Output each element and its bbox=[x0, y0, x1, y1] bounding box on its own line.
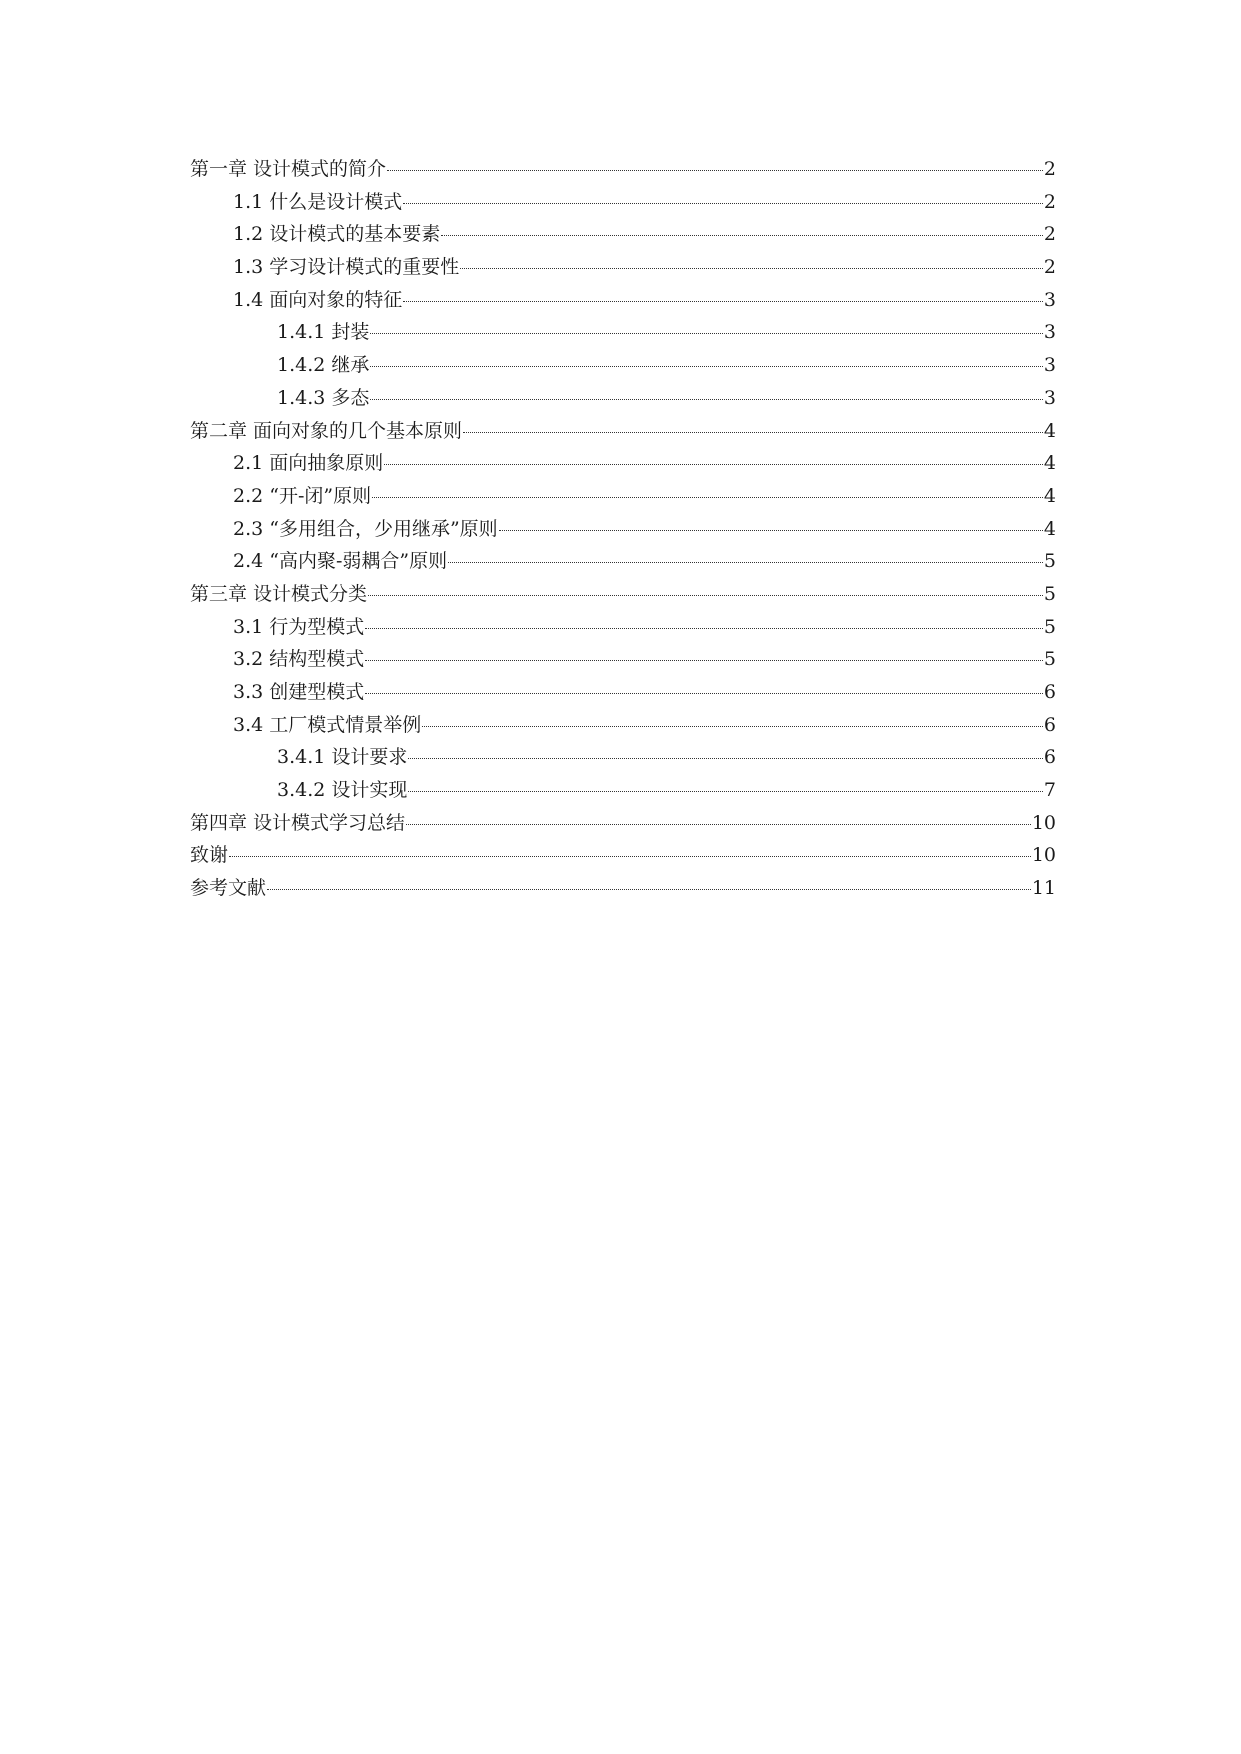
toc-dot-leader bbox=[448, 560, 1043, 563]
toc-entry-title: 1.4.3 多态 bbox=[277, 386, 370, 409]
toc-dot-leader bbox=[370, 397, 1043, 400]
toc-entry-title: 第一章 设计模式的简介 bbox=[190, 158, 387, 180]
toc-dot-leader bbox=[408, 756, 1043, 759]
table-of-contents bbox=[190, 153, 1056, 905]
toc-entry-title: 1.4 面向对象的特征 bbox=[233, 288, 403, 311]
toc-entry-page-number: 3 bbox=[1043, 288, 1056, 311]
toc-entry-page-number: 2 bbox=[1043, 223, 1056, 246]
toc-entry-page-number: 2 bbox=[1043, 158, 1056, 180]
toc-entry-page-number: 6 bbox=[1043, 713, 1056, 736]
toc-entry-page-number: 2 bbox=[1043, 190, 1056, 213]
toc-entry-page-number: 11 bbox=[1031, 877, 1056, 900]
toc-entry[interactable] bbox=[190, 186, 1056, 219]
toc-entry-page-number: 2 bbox=[1043, 256, 1056, 279]
toc-entry-title: 3.2 结构型模式 bbox=[233, 648, 365, 671]
toc-entry-page-number: 10 bbox=[1031, 844, 1056, 867]
toc-dot-leader bbox=[403, 299, 1043, 302]
toc-entry[interactable] bbox=[190, 676, 1056, 709]
toc-entry-page-number: 5 bbox=[1043, 582, 1056, 605]
toc-entry[interactable] bbox=[190, 545, 1056, 578]
toc-entry[interactable] bbox=[190, 218, 1056, 251]
toc-entry[interactable] bbox=[190, 611, 1056, 644]
toc-entry-page-number: 4 bbox=[1043, 484, 1056, 507]
toc-dot-leader bbox=[463, 430, 1043, 433]
toc-entry[interactable] bbox=[190, 839, 1056, 872]
toc-dot-leader bbox=[384, 462, 1043, 465]
toc-entry-page-number: 4 bbox=[1043, 517, 1056, 540]
toc-entry-title: 3.4 工厂模式情景举例 bbox=[233, 713, 422, 736]
toc-dot-leader bbox=[406, 822, 1031, 825]
toc-entry-title: 1.1 什么是设计模式 bbox=[233, 190, 403, 213]
toc-entry-title: 第二章 面向对象的几个基本原则 bbox=[190, 419, 463, 442]
toc-dot-leader bbox=[408, 789, 1043, 792]
toc-dot-leader bbox=[370, 364, 1043, 367]
toc-dot-leader bbox=[403, 201, 1043, 204]
toc-entry-page-number: 3 bbox=[1043, 321, 1056, 344]
toc-entry-title: 2.2 “开-闭”原则 bbox=[233, 484, 372, 507]
toc-entry-title: 参考文献 bbox=[190, 877, 267, 900]
toc-entry-title: 3.4.2 设计实现 bbox=[277, 779, 408, 802]
toc-entry-title: 3.3 创建型模式 bbox=[233, 681, 365, 703]
toc-entry[interactable] bbox=[190, 251, 1056, 284]
toc-entry-title: 3.1 行为型模式 bbox=[233, 615, 365, 638]
toc-entry[interactable] bbox=[190, 872, 1056, 905]
toc-entry-title: 1.4.1 封装 bbox=[277, 321, 370, 344]
toc-dot-leader bbox=[387, 168, 1043, 171]
toc-entry[interactable] bbox=[190, 349, 1056, 382]
toc-entry-title: 1.4.2 继承 bbox=[277, 354, 370, 377]
toc-entry[interactable] bbox=[190, 480, 1056, 513]
toc-dot-leader bbox=[441, 233, 1043, 236]
toc-entry-page-number: 5 bbox=[1043, 615, 1056, 638]
toc-entry[interactable] bbox=[190, 513, 1056, 546]
toc-entry[interactable] bbox=[190, 415, 1056, 448]
toc-dot-leader bbox=[365, 626, 1043, 629]
toc-entry[interactable] bbox=[190, 153, 1056, 186]
toc-entry-page-number: 4 bbox=[1043, 452, 1056, 475]
toc-entry[interactable] bbox=[190, 578, 1056, 611]
toc-entry-title: 2.3 “多用组合，少用继承”原则 bbox=[233, 517, 498, 540]
toc-dot-leader bbox=[499, 528, 1043, 531]
toc-dot-leader bbox=[267, 887, 1031, 890]
toc-entry-title: 第四章 设计模式学习总结 bbox=[190, 811, 406, 834]
toc-entry-title: 3.4.1 设计要求 bbox=[277, 746, 408, 769]
toc-entry-page-number: 4 bbox=[1043, 419, 1056, 442]
toc-entry[interactable] bbox=[190, 447, 1056, 480]
toc-entry[interactable] bbox=[190, 382, 1056, 415]
toc-entry-page-number: 6 bbox=[1043, 681, 1056, 703]
toc-entry-title: 2.4 “高内聚-弱耦合”原则 bbox=[233, 550, 448, 573]
toc-dot-leader bbox=[368, 593, 1043, 596]
toc-entry-page-number: 10 bbox=[1031, 811, 1056, 834]
toc-dot-leader bbox=[365, 658, 1043, 661]
toc-entry[interactable] bbox=[190, 316, 1056, 349]
toc-entry-title: 致谢 bbox=[190, 844, 229, 867]
toc-entry-title: 2.1 面向抽象原则 bbox=[233, 452, 384, 475]
toc-entry-page-number: 7 bbox=[1043, 779, 1056, 802]
toc-dot-leader bbox=[229, 854, 1031, 857]
toc-dot-leader bbox=[370, 331, 1043, 334]
toc-entry-page-number: 3 bbox=[1043, 354, 1056, 377]
toc-entry-page-number: 5 bbox=[1043, 550, 1056, 573]
toc-dot-leader bbox=[460, 266, 1043, 269]
toc-entry[interactable] bbox=[190, 284, 1056, 317]
toc-entry-page-number: 5 bbox=[1043, 648, 1056, 671]
toc-entry-page-number: 6 bbox=[1043, 746, 1056, 769]
toc-entry[interactable] bbox=[190, 807, 1056, 840]
toc-entry-title: 1.3 学习设计模式的重要性 bbox=[233, 256, 460, 279]
toc-dot-leader bbox=[365, 691, 1043, 694]
toc-entry-page-number: 3 bbox=[1043, 386, 1056, 409]
toc-entry-title: 1.2 设计模式的基本要素 bbox=[233, 223, 441, 246]
toc-entry-title: 第三章 设计模式分类 bbox=[190, 582, 368, 605]
toc-dot-leader bbox=[422, 724, 1043, 727]
toc-entry[interactable] bbox=[190, 709, 1056, 742]
toc-entry[interactable] bbox=[190, 741, 1056, 774]
toc-entry[interactable] bbox=[190, 774, 1056, 807]
toc-entry[interactable] bbox=[190, 643, 1056, 676]
toc-dot-leader bbox=[372, 495, 1043, 498]
